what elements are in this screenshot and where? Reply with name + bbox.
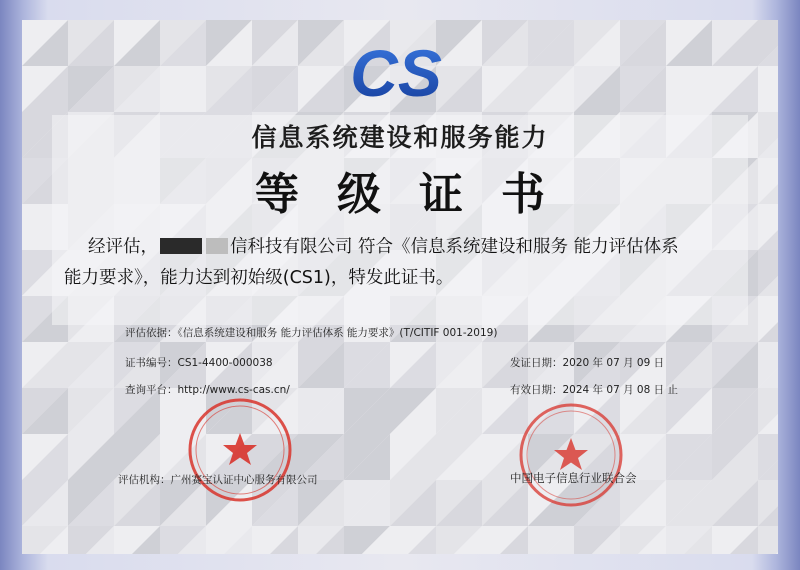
certificate-title: 等级证书 — [255, 169, 583, 220]
redacted-name — [160, 238, 202, 254]
issuing-organization: 中国电子信息行业联合会 — [510, 471, 637, 485]
issue-date: 发证日期：2020 年 07 月 09 日 — [510, 357, 665, 369]
certificate-body — [64, 232, 754, 294]
valid-date: 有效日期：2024 年 07 月 08 日 止 — [510, 384, 678, 396]
query-platform: 查询平台：http://www.cs-cas.cn/ — [125, 384, 290, 396]
certificate-number: 证书编号：CS1-4400-000038 — [125, 357, 273, 369]
logo-text: CS — [350, 38, 442, 108]
background-triangle — [758, 526, 778, 554]
left-seal-icon — [185, 395, 295, 505]
body-line2: 能力要求》，能力达到初始级(CS1)，特发此证书。 — [64, 268, 454, 288]
certificate-subtitle: 信息系统建设和服务能力 — [251, 123, 549, 152]
evaluation-organization: 评估机构：广州赛宝认证中心服务有限公司 — [118, 474, 318, 486]
cs-logo-icon — [346, 38, 446, 108]
right-seal-icon — [516, 400, 626, 510]
body-line1-start: 经评估， — [88, 237, 158, 257]
redacted-name-2 — [206, 238, 228, 254]
body-line1-end: 信科技有限公司 符合《信息系统建设和服务 能力评估体系 — [230, 237, 679, 257]
evaluation-basis: 评估依据：《信息系统建设和服务 能力评估体系 能力要求》(T/CITIF 001-2019) — [125, 327, 498, 339]
